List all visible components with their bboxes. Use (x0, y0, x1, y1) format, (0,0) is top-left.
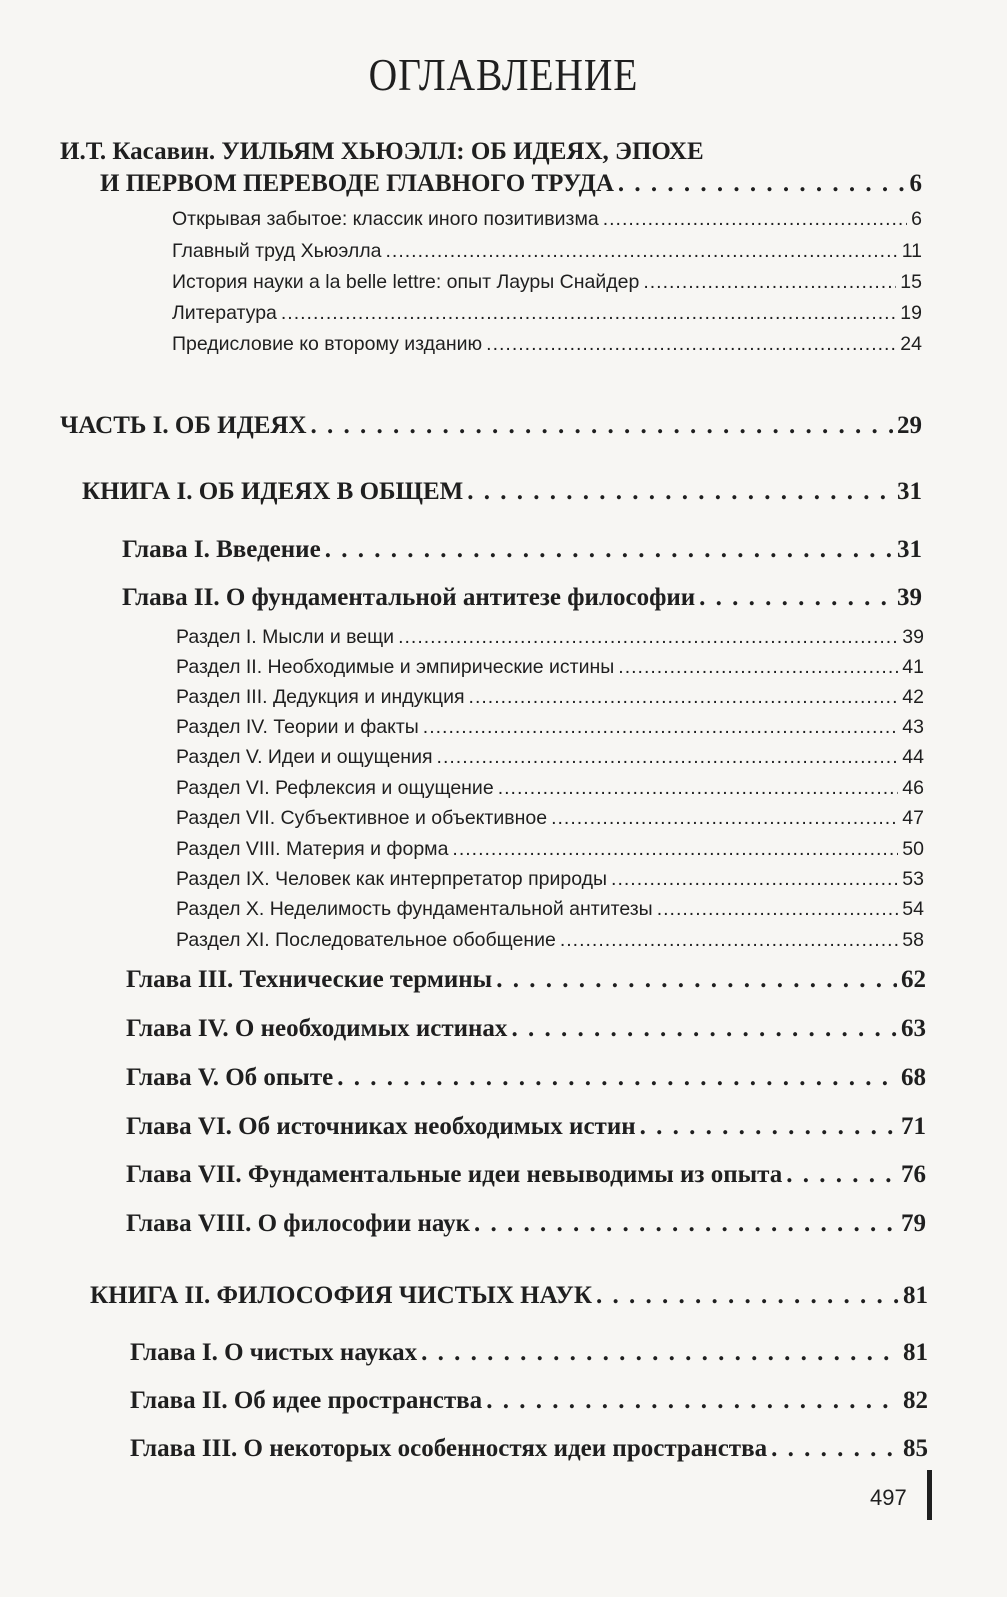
toc-section[interactable]: Раздел II. Необходимые и эмпирические истины ..... 41 (176, 656, 924, 679)
toc-chapter[interactable]: Глава IV. О необходимых истинах . . . 63 (126, 1015, 926, 1043)
toc-chapter[interactable]: Глава VII. Фундаментальные идеи невыводимы из опыта . . . 76 (126, 1161, 926, 1189)
toc-entry[interactable]: Литература ..... 19 (172, 302, 922, 325)
toc-entry[interactable]: История науки a la belle lettre: опыт Лауры Снайдер ..... 15 (172, 271, 922, 294)
toc-entry-intro-line1: И.Т. Касавин. УИЛЬЯМ ХЬЮЭЛЛ: ОБ ИДЕЯХ, ЭПОХЕ (60, 138, 704, 165)
toc-section[interactable]: Раздел I. Мысли и вещи ..... 39 (176, 626, 924, 649)
toc-chapter[interactable]: Глава II. Об идее пространства . . . 82 (130, 1387, 928, 1415)
toc-part[interactable]: ЧАСТЬ I. ОБ ИДЕЯХ . . . 29 (60, 412, 922, 440)
page-number: 497 (870, 1485, 907, 1510)
toc-section[interactable]: Раздел VIII. Материя и форма ..... 50 (176, 838, 924, 861)
toc-chapter[interactable]: Глава III. Технические термины . . . 62 (126, 966, 926, 994)
toc-chapter[interactable]: Глава VIII. О философии наук . . . 79 (126, 1210, 926, 1238)
toc-chapter[interactable]: Глава III. О некоторых особенностях идеи пространства . . . 85 (130, 1435, 928, 1463)
toc-entry[interactable]: Предисловие ко второму изданию ..... 24 (172, 333, 922, 356)
folio-rule (927, 1470, 932, 1520)
toc-section[interactable]: Раздел XI. Последовательное обобщение ..... 58 (176, 929, 924, 952)
toc-entry-intro[interactable]: И ПЕРВОМ ПЕРЕВОДЕ ГЛАВНОГО ТРУДА . . . 6 (100, 170, 922, 198)
toc-section[interactable]: Раздел III. Дедукция и индукция ..... 42 (176, 686, 924, 709)
toc-book[interactable]: КНИГА I. ОБ ИДЕЯХ В ОБЩЕМ . . . 31 (82, 478, 922, 506)
toc-section[interactable]: Раздел VI. Рефлексия и ощущение ..... 46 (176, 777, 924, 800)
toc-entry[interactable]: Главный труд Хьюэлла ..... 11 (172, 240, 922, 263)
toc-section[interactable]: Раздел V. Идеи и ощущения ..... 44 (176, 746, 924, 769)
toc-chapter[interactable]: Глава I. Введение . . . 31 (122, 536, 922, 564)
toc-chapter[interactable]: Глава VI. Об источниках необходимых истин . . . 71 (126, 1113, 926, 1141)
toc-chapter[interactable]: Глава II. О фундаментальной антитезе философии . . . 39 (122, 584, 922, 612)
page-title: ОГЛАВЛЕНИЕ (368, 49, 639, 100)
toc-section[interactable]: Раздел IV. Теории и факты ..... 43 (176, 716, 924, 739)
toc-section[interactable]: Раздел VII. Субъективное и объективное ..... 47 (176, 807, 924, 830)
toc-section[interactable]: Раздел X. Неделимость фундаментальной антитезы ..... 54 (176, 898, 924, 921)
toc-chapter[interactable]: Глава V. Об опыте . . . 68 (126, 1064, 926, 1092)
toc-section[interactable]: Раздел IX. Человек как интерпретатор природы ..... 53 (176, 868, 924, 891)
toc-book[interactable]: КНИГА II. ФИЛОСОФИЯ ЧИСТЫХ НАУК . . . 81 (90, 1282, 928, 1310)
toc-chapter[interactable]: Глава I. О чистых науках . . . 81 (130, 1339, 928, 1367)
toc-entry[interactable]: Открывая забытое: классик иного позитивизма ..... 6 (172, 208, 922, 231)
